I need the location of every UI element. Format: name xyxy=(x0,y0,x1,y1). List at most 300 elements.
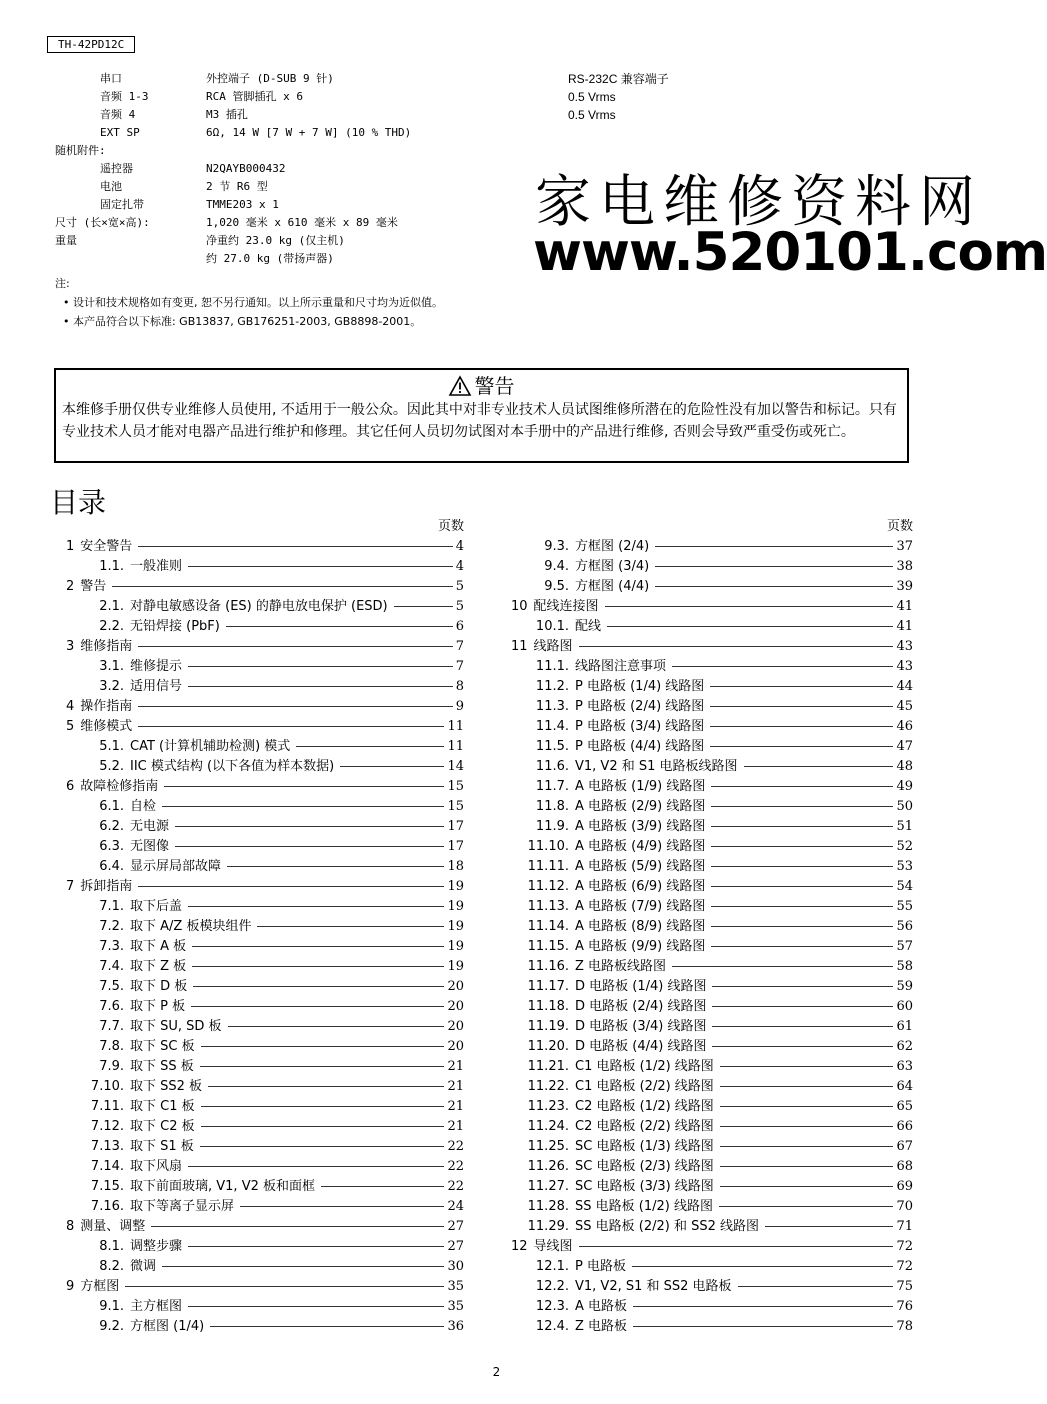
toc-entry[interactable] xyxy=(511,937,913,957)
toc-entry[interactable] xyxy=(66,1157,464,1177)
toc-entry[interactable] xyxy=(66,537,464,557)
toc-entry-title: A 电路板 xyxy=(575,1299,628,1314)
toc-entry-page: 60 xyxy=(896,999,913,1014)
toc-leader xyxy=(719,1206,893,1207)
toc-entry-label xyxy=(88,617,220,637)
toc-leader xyxy=(710,686,893,687)
toc-entry-title: 拆卸指南 xyxy=(80,879,133,894)
toc-entry-label xyxy=(88,1097,195,1117)
toc-entry-label xyxy=(525,1217,759,1237)
spec-value: N2QAYB000432 xyxy=(206,162,286,175)
toc-entry-number: 11.1. xyxy=(535,659,569,674)
toc-entry-number: 10.1. xyxy=(535,619,569,634)
toc-entry[interactable] xyxy=(66,977,464,997)
toc-entry[interactable] xyxy=(66,897,464,917)
toc-entry-label xyxy=(525,1157,714,1177)
toc-entry[interactable] xyxy=(511,1197,913,1217)
toc-entry[interactable] xyxy=(511,1257,913,1277)
toc-entry[interactable] xyxy=(511,997,913,1017)
toc-entry-number: 11.29. xyxy=(527,1219,569,1234)
toc-entry-title: 测量、调整 xyxy=(80,1219,146,1234)
toc-entry[interactable] xyxy=(66,577,464,597)
toc-entry-label xyxy=(88,817,169,837)
toc-entry-title: IIC 模式结构 (以下各值为样本数据) xyxy=(130,759,335,774)
toc-entry[interactable] xyxy=(511,1317,913,1337)
toc-entry-number: 11.28. xyxy=(527,1199,569,1214)
toc-entry-title: 取下 SS2 板 xyxy=(130,1079,203,1094)
toc-entry-label xyxy=(525,1037,706,1057)
toc-entry[interactable] xyxy=(66,1217,464,1237)
toc-entry[interactable] xyxy=(66,657,464,677)
toc-entry-title: A 电路板 (5/9) 线路图 xyxy=(575,859,706,874)
toc-entry-number: 3.2. xyxy=(99,679,124,694)
toc-entry[interactable] xyxy=(66,1057,464,1077)
toc-entry-title: 取下后盖 xyxy=(130,899,183,914)
toc-entry-page: 61 xyxy=(896,1019,913,1034)
toc-entry-page: 62 xyxy=(896,1039,913,1054)
toc-leader xyxy=(712,1026,893,1027)
toc-entry-title: 一般准则 xyxy=(130,559,183,574)
toc-entry-title: 对静电敏感设备 (ES) 的静电放电保护 (ESD) xyxy=(130,599,388,614)
toc-entry[interactable] xyxy=(511,557,913,577)
toc-entry-number: 6.1. xyxy=(99,799,124,814)
toc-entry[interactable] xyxy=(66,1097,464,1117)
toc-entry-label xyxy=(525,677,704,697)
toc-entry-page: 4 xyxy=(455,559,464,574)
toc-entry-number: 7.14. xyxy=(90,1159,124,1174)
toc-entry-page: 75 xyxy=(896,1279,913,1294)
toc-entry[interactable] xyxy=(511,1297,913,1317)
toc-entry-title: D 电路板 (2/4) 线路图 xyxy=(575,999,707,1014)
toc-entry[interactable] xyxy=(511,717,913,737)
toc-leader xyxy=(720,1126,894,1127)
toc-entry-label xyxy=(525,1177,714,1197)
warning-text: 本维修手册仅供专业维修人员使用, 不适用于一般公众。因此其中对非专业技术人员试图维修所潜在的危险性没有加以警告和标记。只有专业技术人员才能对电器产品进行维护和修理。其它任何人员切勿试图对本手册中的产品进行维修, 否则会导致严重受伤或死亡。 xyxy=(62,402,897,440)
toc-leader xyxy=(188,686,453,687)
toc-entry-page: 22 xyxy=(447,1179,464,1194)
toc-leader xyxy=(720,1166,894,1167)
toc-entry-title: 配线 xyxy=(575,619,602,634)
page-number: 2 xyxy=(492,1365,501,1379)
toc-entry-label xyxy=(88,1117,195,1137)
toc-entry-page: 41 xyxy=(896,619,913,634)
toc-entry-title: SS 电路板 (1/2) 线路图 xyxy=(575,1199,713,1214)
toc-leader xyxy=(605,606,894,607)
toc-entry-label xyxy=(88,1057,194,1077)
toc-entry-page: 19 xyxy=(447,959,464,974)
toc-entry-title: 取下 Z 板 xyxy=(130,959,187,974)
toc-entry[interactable] xyxy=(511,757,913,777)
toc-entry-page: 43 xyxy=(896,639,913,654)
toc-entry-label xyxy=(525,657,666,677)
toc-entry[interactable] xyxy=(66,557,464,577)
toc-entry-title: 线路图注意事项 xyxy=(575,659,667,674)
toc-entry-number: 11.19. xyxy=(527,1019,569,1034)
toc-entry[interactable] xyxy=(66,937,464,957)
toc-entry-label xyxy=(525,717,704,737)
toc-entry[interactable] xyxy=(511,1237,913,1257)
toc-entry[interactable] xyxy=(66,837,464,857)
toc-entry-number: 11.11. xyxy=(527,859,569,874)
toc-entry[interactable] xyxy=(66,917,464,937)
toc-leader xyxy=(138,886,444,887)
toc-entry-page: 20 xyxy=(447,999,464,1014)
toc-entry-label xyxy=(88,737,290,757)
toc-entry-label xyxy=(525,897,705,917)
toc-entry[interactable] xyxy=(66,597,464,617)
toc-entry-label xyxy=(88,657,182,677)
toc-entry-label xyxy=(525,1077,714,1097)
toc-entry-number: 2.1. xyxy=(99,599,124,614)
toc-entry-page: 53 xyxy=(896,859,913,874)
toc-entry[interactable] xyxy=(66,1317,464,1337)
toc-entry-title: A 电路板 (8/9) 线路图 xyxy=(575,919,706,934)
toc-entry-title: 操作指南 xyxy=(80,699,133,714)
toc-entry[interactable] xyxy=(511,1077,913,1097)
toc-entry[interactable] xyxy=(511,637,913,657)
toc-entry[interactable] xyxy=(511,857,913,877)
toc-entry[interactable] xyxy=(66,717,464,737)
toc-entry[interactable] xyxy=(66,777,464,797)
toc-entry-title: 取下 C2 板 xyxy=(130,1119,195,1134)
toc-entry-title: C2 电路板 (1/2) 线路图 xyxy=(575,1099,714,1114)
spec-label: 随机附件: xyxy=(55,144,106,157)
toc-entry-title: C1 电路板 (1/2) 线路图 xyxy=(575,1059,714,1074)
toc-entry-page: 70 xyxy=(896,1199,913,1214)
toc-entry[interactable] xyxy=(511,697,913,717)
toc-entry-number: 11.10. xyxy=(527,839,569,854)
toc-leader xyxy=(712,986,893,987)
toc-entry[interactable] xyxy=(66,877,464,897)
toc-leader xyxy=(711,946,893,947)
toc-entry[interactable] xyxy=(66,637,464,657)
toc-entry-page: 44 xyxy=(896,679,913,694)
toc-entry-title: A 电路板 (1/9) 线路图 xyxy=(575,779,706,794)
toc-entry-number: 7.4. xyxy=(99,959,124,974)
toc-leader xyxy=(712,1046,893,1047)
toc-entry[interactable] xyxy=(511,897,913,917)
spec-label: 遥控器 xyxy=(100,162,133,175)
toc-leader xyxy=(394,606,453,607)
toc-entry[interactable] xyxy=(511,777,913,797)
toc-entry[interactable] xyxy=(511,677,913,697)
toc-entry[interactable] xyxy=(511,1057,913,1077)
toc-entry-page: 5 xyxy=(455,599,464,614)
toc-entry-number: 11.7. xyxy=(535,779,569,794)
spec-value: 外控端子 (D-SUB 9 针) xyxy=(206,72,334,85)
toc-entry[interactable] xyxy=(511,1037,913,1057)
toc-entry-number: 10 xyxy=(511,599,528,614)
toc-entry[interactable] xyxy=(66,1137,464,1157)
toc-entry-number: 7.12. xyxy=(90,1119,124,1134)
toc-entry[interactable] xyxy=(66,1037,464,1057)
toc-entry-label xyxy=(66,537,132,557)
toc-entry[interactable] xyxy=(66,1277,464,1297)
toc-entry-number: 9.1. xyxy=(99,1299,124,1314)
toc-entry-number: 11.26. xyxy=(527,1159,569,1174)
toc-entry-page: 15 xyxy=(447,779,464,794)
toc-entry-number: 11.2. xyxy=(535,679,569,694)
toc-entry-page: 20 xyxy=(447,1039,464,1054)
toc-entry-number: 9.3. xyxy=(544,539,569,554)
toc-entry-number: 7.11. xyxy=(90,1099,124,1114)
toc-entry-label xyxy=(525,1257,626,1277)
toc-entry-page: 68 xyxy=(896,1159,913,1174)
toc-entry-label xyxy=(525,577,649,597)
toc-leader xyxy=(738,1286,894,1287)
toc-entry[interactable] xyxy=(511,797,913,817)
toc-entry[interactable] xyxy=(66,757,464,777)
toc-entry-title: 取下 SS 板 xyxy=(130,1059,194,1074)
toc-leader xyxy=(633,1326,893,1327)
toc-entry-label xyxy=(88,597,388,617)
toc-entry-label xyxy=(525,1277,732,1297)
toc-entry-title: 取下 S1 板 xyxy=(130,1139,194,1154)
toc-entry-label xyxy=(88,1137,194,1157)
toc-entry-label xyxy=(66,1217,145,1237)
toc-entry-page: 21 xyxy=(447,1099,464,1114)
toc-leader xyxy=(711,886,893,887)
toc-entry-number: 12.1. xyxy=(535,1259,569,1274)
toc-entry-page: 36 xyxy=(447,1319,464,1334)
toc-entry[interactable] xyxy=(66,677,464,697)
toc-entry-page: 27 xyxy=(447,1239,464,1254)
toc-entry-page: 72 xyxy=(896,1259,913,1274)
toc-leader xyxy=(710,706,893,707)
toc-entry-label xyxy=(88,1197,234,1217)
toc-entry[interactable] xyxy=(511,1157,913,1177)
toc-leader xyxy=(188,1166,444,1167)
toc-entry-number: 11.22. xyxy=(527,1079,569,1094)
toc-leader xyxy=(138,546,452,547)
toc-entry-label xyxy=(66,877,132,897)
toc-entry[interactable] xyxy=(66,737,464,757)
toc-entry-number: 8.1. xyxy=(99,1239,124,1254)
toc-entry[interactable] xyxy=(66,797,464,817)
model-label: TH-42PD12C xyxy=(47,36,135,53)
toc-entry-label xyxy=(66,577,106,597)
toc-entry-label xyxy=(525,957,666,977)
toc-entry-page: 18 xyxy=(447,859,464,874)
toc-leader xyxy=(712,1006,893,1007)
toc-entry[interactable] xyxy=(511,837,913,857)
toc-entry-number: 11.8. xyxy=(535,799,569,814)
toc-leader xyxy=(201,1126,445,1127)
toc-leader xyxy=(710,726,893,727)
toc-entry-label xyxy=(88,1037,195,1057)
toc-entry-number: 11.5. xyxy=(535,739,569,754)
toc-entry[interactable] xyxy=(511,977,913,997)
toc-entry-page: 71 xyxy=(896,1219,913,1234)
toc-entry-title: A 电路板 (3/9) 线路图 xyxy=(575,819,706,834)
toc-entry-page: 20 xyxy=(447,979,464,994)
toc-entry[interactable] xyxy=(511,1097,913,1117)
toc-entry[interactable] xyxy=(511,617,913,637)
toc-entry-number: 12 xyxy=(511,1239,528,1254)
toc-entry[interactable] xyxy=(511,657,913,677)
toc-entry-label xyxy=(525,917,705,937)
toc-entry-number: 3 xyxy=(66,639,75,654)
toc-entry[interactable] xyxy=(66,1237,464,1257)
toc-entry-page: 63 xyxy=(896,1059,913,1074)
toc-entry-title: SC 电路板 (1/3) 线路图 xyxy=(575,1139,714,1154)
toc-entry[interactable] xyxy=(511,1277,913,1297)
toc-leader xyxy=(200,1066,445,1067)
toc-entry-page: 48 xyxy=(896,759,913,774)
toc-entry[interactable] xyxy=(511,1137,913,1157)
toc-entry-number: 6.4. xyxy=(99,859,124,874)
toc-entry-page: 27 xyxy=(447,1219,464,1234)
toc-leader xyxy=(226,626,453,627)
toc-entry-page: 21 xyxy=(447,1119,464,1134)
toc-entry-number: 11.12. xyxy=(527,879,569,894)
toc-entry[interactable] xyxy=(511,597,913,617)
toc-entry[interactable] xyxy=(66,1297,464,1317)
toc-entry-page: 52 xyxy=(896,839,913,854)
toc-entry-page: 67 xyxy=(896,1139,913,1154)
toc-leader xyxy=(672,666,893,667)
toc-entry-number: 7.13. xyxy=(90,1139,124,1154)
toc-entry-label xyxy=(88,757,334,777)
toc-entry-title: Z 电路板 xyxy=(575,1319,628,1334)
toc-entry-number: 11.21. xyxy=(527,1059,569,1074)
toc-entry[interactable] xyxy=(511,1217,913,1237)
toc-entry-page: 45 xyxy=(896,699,913,714)
toc-entry-page: 43 xyxy=(896,659,913,674)
toc-entry-page: 47 xyxy=(896,739,913,754)
toc-entry-title: A 电路板 (7/9) 线路图 xyxy=(575,899,706,914)
toc-entry-title: 维修模式 xyxy=(80,719,133,734)
toc-entry[interactable] xyxy=(66,617,464,637)
toc-entry-label xyxy=(525,1317,627,1337)
side-spec-item: 0.5 Vrms xyxy=(568,108,616,122)
toc-entry-number: 9.2. xyxy=(99,1319,124,1334)
toc-column-right xyxy=(511,517,913,1337)
toc-entry[interactable] xyxy=(511,877,913,897)
toc-entry-label xyxy=(88,917,251,937)
toc-entry-page: 30 xyxy=(447,1259,464,1274)
toc-entry[interactable] xyxy=(66,1177,464,1197)
toc-entry[interactable] xyxy=(66,697,464,717)
spec-label: 固定扎带 xyxy=(100,198,144,211)
toc-entry-title: 维修提示 xyxy=(130,659,183,674)
toc-entry[interactable] xyxy=(511,737,913,757)
spec-label: 重量 xyxy=(55,234,77,247)
toc-entry-label xyxy=(525,777,705,797)
toc-entry-number: 7.8. xyxy=(99,1039,124,1054)
toc-entry-number: 11.16. xyxy=(527,959,569,974)
toc-entry[interactable] xyxy=(66,857,464,877)
toc-leader xyxy=(188,1246,444,1247)
toc-entry-title: 微调 xyxy=(130,1259,157,1274)
toc-entry-page: 9 xyxy=(455,699,464,714)
toc-entry-title: Z 电路板线路图 xyxy=(575,959,667,974)
spec-label: 串口 xyxy=(100,72,122,85)
toc-entry-number: 11.18. xyxy=(527,999,569,1014)
toc-entry-number: 11.9. xyxy=(535,819,569,834)
toc-leader xyxy=(188,1306,444,1307)
toc-entry[interactable] xyxy=(66,957,464,977)
toc-entry-page: 55 xyxy=(896,899,913,914)
toc-entry-page: 35 xyxy=(447,1299,464,1314)
toc-entry-page: 11 xyxy=(447,739,464,754)
toc-entry-number: 12.3. xyxy=(535,1299,569,1314)
toc-entry-label xyxy=(88,1177,315,1197)
toc-entry-number: 7.7. xyxy=(99,1019,124,1034)
toc-entry-label xyxy=(525,797,705,817)
toc-entry[interactable] xyxy=(511,577,913,597)
toc-entry[interactable] xyxy=(511,1177,913,1197)
toc-leader xyxy=(164,786,444,787)
toc-entry-number: 3.1. xyxy=(99,659,124,674)
toc-entry-page: 19 xyxy=(447,899,464,914)
toc-entry-title: 取下 SU, SD 板 xyxy=(130,1019,222,1034)
toc-leader xyxy=(296,746,444,747)
toc-entry[interactable] xyxy=(66,1017,464,1037)
toc-entry-label xyxy=(511,1237,573,1257)
toc-entry-label xyxy=(525,977,706,997)
toc-entry-number: 5 xyxy=(66,719,75,734)
toc-entry[interactable] xyxy=(511,1017,913,1037)
toc-entry-title: 取下前面玻璃, V1, V2 板和面框 xyxy=(130,1179,315,1194)
toc-entry[interactable] xyxy=(66,817,464,837)
toc-entry[interactable] xyxy=(511,537,913,557)
spec-label: EXT SP xyxy=(100,126,140,139)
toc-entry-label xyxy=(525,1057,714,1077)
toc-entry-label xyxy=(88,1017,222,1037)
toc-entry-label xyxy=(511,637,573,657)
toc-entry[interactable] xyxy=(66,1197,464,1217)
toc-entry[interactable] xyxy=(66,997,464,1017)
toc-entry[interactable] xyxy=(511,817,913,837)
toc-entry-page: 24 xyxy=(447,1199,464,1214)
toc-entry-title: 无图像 xyxy=(130,839,170,854)
toc-entry-page: 22 xyxy=(447,1139,464,1154)
toc-leader xyxy=(138,726,444,727)
toc-entry-title: 警告 xyxy=(80,579,107,594)
toc-entry-number: 12.2. xyxy=(535,1279,569,1294)
toc-entry-label xyxy=(525,1297,627,1317)
toc-entry-number: 7.6. xyxy=(99,999,124,1014)
toc-entry-title: 线路图 xyxy=(533,639,573,654)
spec-value: 净重约 23.0 kg (仅主机) xyxy=(206,234,345,247)
toc-entry[interactable] xyxy=(66,1117,464,1137)
toc-entry-number: 1.1. xyxy=(99,559,124,574)
toc-entry-page: 21 xyxy=(447,1059,464,1074)
toc-leader xyxy=(744,766,894,767)
toc-entry-page: 7 xyxy=(455,659,464,674)
toc-entry[interactable] xyxy=(511,1117,913,1137)
toc-entry-title: 取下 A/Z 板模块组件 xyxy=(130,919,252,934)
toc-entry-page: 49 xyxy=(896,779,913,794)
toc-entry-title: 无铅焊接 (PbF) xyxy=(130,619,220,634)
toc-entry-title: 取下 D 板 xyxy=(130,979,188,994)
toc-entry-title: 自检 xyxy=(130,799,157,814)
toc-leader xyxy=(633,1306,893,1307)
toc-entry-title: V1, V2, S1 和 SS2 电路板 xyxy=(575,1279,732,1294)
toc-entry-label xyxy=(525,937,705,957)
toc-entry-label xyxy=(525,857,705,877)
toc-entry-page: 6 xyxy=(455,619,464,634)
toc-leader xyxy=(112,586,452,587)
spec-label: 音频 1-3 xyxy=(100,90,149,103)
toc-entry[interactable] xyxy=(66,1077,464,1097)
toc-entry[interactable] xyxy=(511,917,913,937)
toc-entry[interactable] xyxy=(511,957,913,977)
toc-entry[interactable] xyxy=(66,1257,464,1277)
page-column-label: 页数 xyxy=(437,519,464,534)
toc-leader xyxy=(227,866,444,867)
